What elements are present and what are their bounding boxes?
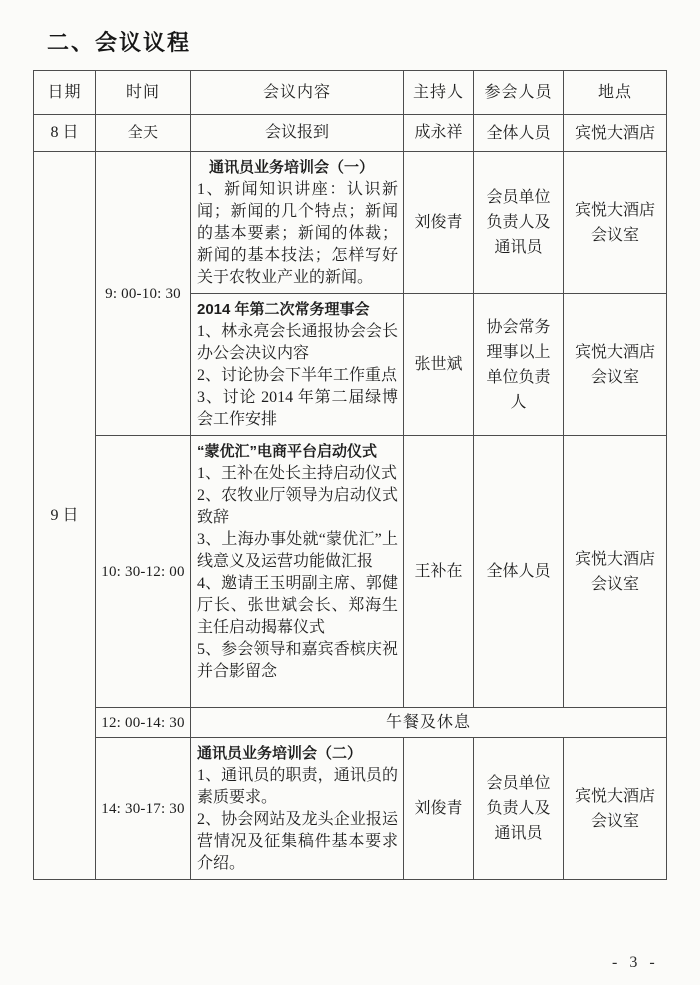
- content-line: 5、参会领导和嘉宾香槟庆祝并合影留念: [197, 641, 398, 680]
- content-line: 3、上海办事处就“蒙优汇”上线意义及运营功能做汇报: [197, 531, 398, 570]
- location-cell: 宾悦大酒店: [564, 115, 667, 152]
- column-header-location: 地点: [564, 71, 667, 115]
- participants-cell: 协会常务理事以上单位负责人: [474, 294, 564, 436]
- participants-cell: 全体人员: [474, 115, 564, 152]
- content-line: 1、新闻知识讲座：认识新闻；新闻的几个特点；新闻的基本要素；新闻的体裁；新闻的基本技法；怎样写好关于农牧业产业的新闻。: [197, 181, 398, 286]
- participants-cell: 全体人员: [474, 436, 564, 708]
- host-cell: 刘俊青: [404, 152, 474, 294]
- page-number: - 3 -: [612, 954, 659, 971]
- location-cell: 宾悦大酒店会议室: [564, 738, 667, 880]
- host-cell: 张世斌: [404, 294, 474, 436]
- lunch-cell: 午餐及休息: [191, 708, 667, 738]
- table-row: [34, 738, 667, 880]
- table-row: [34, 115, 667, 152]
- date-cell-day9: 9 日: [34, 152, 96, 880]
- column-header-content: 会议内容: [191, 71, 404, 115]
- header-row: [34, 71, 667, 115]
- time-cell: 全天: [96, 115, 191, 152]
- table-row: [34, 152, 667, 294]
- participants-cell: 会员单位负责人及通讯员: [474, 738, 564, 880]
- location-cell: 宾悦大酒店会议室: [564, 152, 667, 294]
- content-cell-checkin: 会议报到: [191, 115, 404, 152]
- content-line: 3、讨论 2014 年第二届绿博会工作安排: [197, 389, 398, 428]
- column-header-participants: 参会人员: [474, 71, 564, 115]
- host-cell: 刘俊青: [404, 738, 474, 880]
- column-header-host: 主持人: [404, 71, 474, 115]
- session-title: 通讯员业务培训会（一）: [209, 159, 375, 176]
- content-line: 2、协会网站及龙头企业报运营情况及征集稿件基本要求介绍。: [197, 811, 398, 872]
- column-header-time: 时间: [96, 71, 191, 115]
- content-line: 1、通讯员的职责，通讯员的素质要求。: [197, 767, 398, 806]
- content-cell-session2: [191, 294, 404, 436]
- location-cell: 宾悦大酒店会议室: [564, 436, 667, 708]
- table-row-lunch: [34, 708, 667, 738]
- time-cell: 10: 30-12: 00: [96, 436, 191, 708]
- content-line: 4、邀请王玉明副主席、郭健厅长、张世斌会长、郑海生主任启动揭幕仪式: [197, 575, 398, 636]
- content-line: 2、农牧业厅领导为启动仪式致辞: [197, 487, 398, 526]
- host-cell: 成永祥: [404, 115, 474, 152]
- session-title: 通讯员业务培训会（二）: [197, 745, 363, 762]
- time-cell: 14: 30-17: 30: [96, 738, 191, 880]
- agenda-table: [33, 70, 667, 880]
- content-line: 2、讨论协会下半年工作重点: [197, 367, 398, 384]
- session-title: 2014 年第二次常务理事会: [197, 301, 370, 318]
- page-title: 二、会议议程: [47, 30, 192, 55]
- location-cell: 宾悦大酒店会议室: [564, 294, 667, 436]
- content-line: 1、林永亮会长通报协会会长办公会决议内容: [197, 323, 398, 362]
- host-cell: 王补在: [404, 436, 474, 708]
- table-row: [34, 436, 667, 708]
- content-line: 1、王补在处长主持启动仪式: [197, 465, 398, 482]
- content-cell-session3: [191, 436, 404, 708]
- column-header-date: 日期: [34, 71, 96, 115]
- content-cell-session4: [191, 738, 404, 880]
- participants-cell: 会员单位负责人及通讯员: [474, 152, 564, 294]
- time-cell: 12: 00-14: 30: [96, 708, 191, 738]
- content-cell-session1: [191, 152, 404, 294]
- session-title: “蒙优汇”电商平台启动仪式: [197, 443, 378, 460]
- time-cell: 9: 00-10: 30: [96, 152, 191, 436]
- date-cell: 8 日: [34, 115, 96, 152]
